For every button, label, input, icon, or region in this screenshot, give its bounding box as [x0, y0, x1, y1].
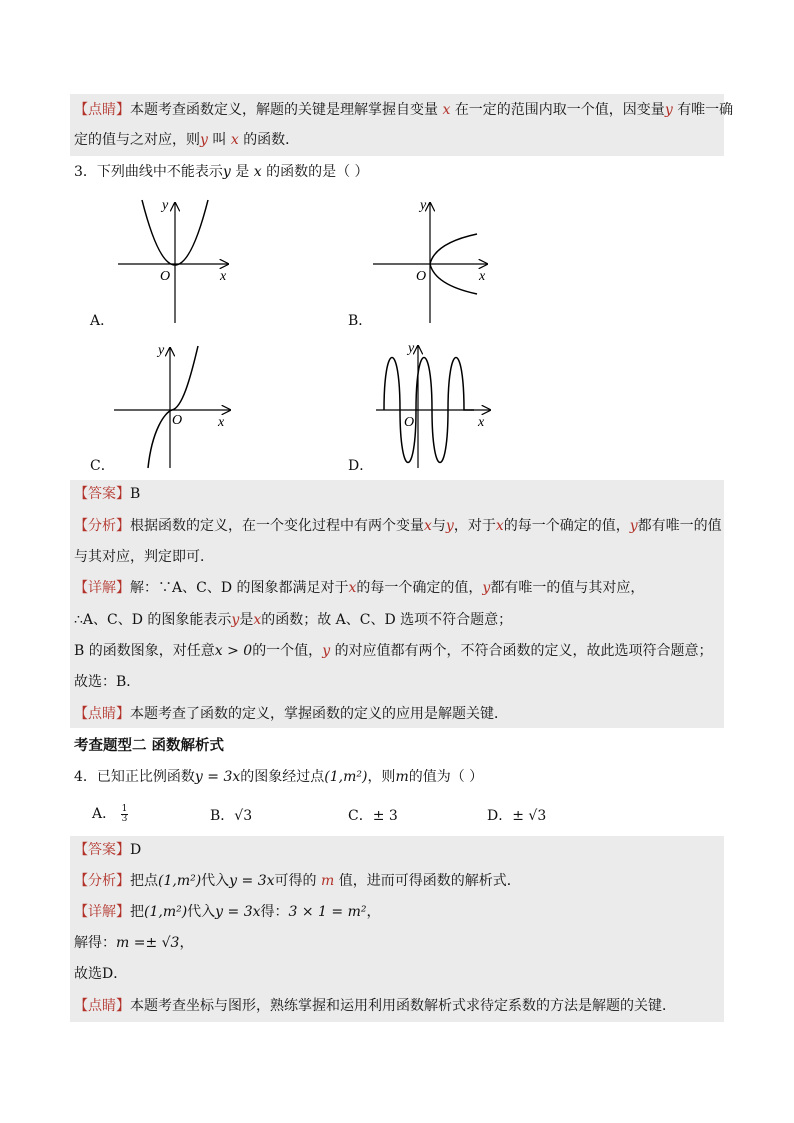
graph-c-y-label: y: [158, 343, 165, 358]
q4-detail-line-3: 故选D．: [74, 966, 128, 982]
q4-answer: 【答案】D: [74, 842, 142, 858]
graph-a-y-label: y: [162, 198, 169, 213]
graph-d-origin: O: [404, 415, 415, 430]
graph-d-label: D．: [348, 458, 374, 474]
q3-detail-line-4: 故选：B．: [74, 674, 141, 690]
graph-c-x-label: x: [218, 415, 225, 430]
q3-analysis-line-2: 与其对应，判定即可．: [74, 549, 214, 565]
q3-note: 【点睛】本题考查了函数的定义，掌握函数的定义的应用是解题关键．: [74, 706, 508, 722]
q4-option-c: C．± 3: [348, 808, 398, 824]
q3-detail-line-3: B 的函数图象，对任意x > 0的一个值，y 的对应值都有两个，不符合函数的定义，故此选项符合题意；: [74, 643, 713, 659]
graph-c-origin: O: [172, 413, 183, 428]
graph-a: [110, 195, 240, 325]
q4-detail-line-1: 【详解】把(1,m²)代入y = 3x得：3 × 1 = m²，: [74, 904, 381, 920]
q3-analysis-line-1: 【分析】根据函数的定义，在一个变化过程中有两个变量x与y，对于x的每一个确定的值，y都有唯一的值: [74, 518, 722, 534]
graph-b-y-label: y: [420, 198, 427, 213]
q3-answer: 【答案】B: [74, 486, 141, 502]
graph-b-origin: O: [416, 269, 427, 284]
q4-option-d: D．± √3: [487, 808, 547, 824]
graph-d: [370, 340, 495, 470]
q4-option-a-fraction: $\frac{1}{3}$: [121, 803, 128, 824]
q3-stem: 3．下列曲线中不能表示y 是 x 的函数的是（ ）: [74, 164, 369, 180]
graph-b-x-label: x: [479, 269, 486, 284]
graph-a-label: A．: [90, 313, 115, 329]
section-title: 考查题型二 函数解析式: [74, 737, 225, 754]
note1-line-2: 定的值与之对应，则y 叫 x 的函数．: [74, 132, 300, 148]
q4-detail-line-2: 解得：m =± √3，: [74, 935, 194, 951]
graph-b: [365, 195, 495, 325]
graph-a-origin: O: [160, 269, 171, 284]
graph-b-label: B．: [348, 313, 373, 329]
q3-detail-line-2: ∴A、C、D 的图象能表示y是x的函数；故 A、C、D 选项不符合题意；: [74, 612, 513, 628]
note1-line-1: 【点睛】本题考查函数定义，解题的关键是理解掌握自变量 x 在一定的范围内取一个值，因变量y 有唯一确: [74, 102, 734, 118]
graph-d-x-label: x: [478, 415, 485, 430]
q4-analysis: 【分析】把点(1,m²)代入y = 3x可得的 m 值，进而可得函数的解析式．: [74, 873, 521, 889]
q3-detail-line-1: 【详解】解：∵A、C、D 的图象都满足对于x的每一个确定的值，y都有唯一的值与其对应，: [74, 580, 645, 596]
graph-c-label: C．: [90, 458, 115, 474]
graph-d-y-label: y: [408, 341, 415, 356]
q4-solution-block: [70, 836, 724, 1022]
q4-note: 【点睛】本题考查坐标与图形，熟练掌握和运用利用函数解析式求待定系数的方法是解题的关键．: [74, 998, 676, 1014]
q4-option-b: B．√3: [210, 808, 253, 824]
graph-c: [110, 340, 240, 470]
graph-a-x-label: x: [220, 269, 227, 284]
q4-stem: 4．已知正比例函数y = 3x的图象经过点(1,m²)，则m的值为（ ）: [74, 769, 484, 785]
q4-option-a: A． $\frac{1}{3}$: [92, 803, 128, 824]
